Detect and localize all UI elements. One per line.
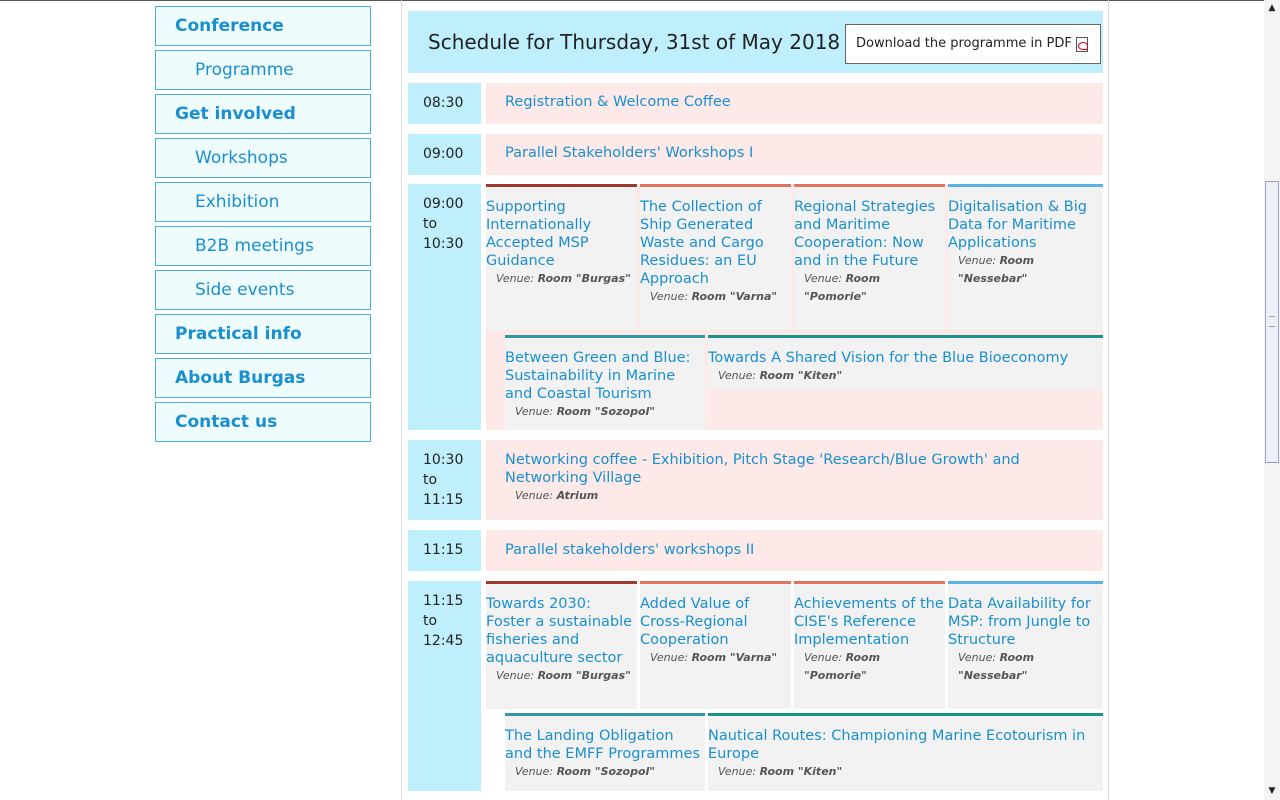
time-slot <box>408 83 481 124</box>
sidebar-item-contact-us[interactable]: Contact us <box>155 402 371 442</box>
session-row <box>486 134 1103 175</box>
sidebar-item-get-involved[interactable]: Get involved <box>155 94 371 134</box>
workshop-card <box>708 335 1103 390</box>
workshop-card <box>505 335 705 430</box>
venue-name: Room "Pomorie" <box>804 272 881 303</box>
workshop-card <box>794 184 945 330</box>
arrow-down-icon[interactable]: ▼ <box>1264 783 1280 800</box>
venue-prefix: Venue: <box>718 765 757 778</box>
sidebar-item-conference[interactable]: Conference <box>155 6 371 46</box>
session-link[interactable]: Parallel stakeholders' workshops II <box>505 542 755 558</box>
workshop-card <box>486 184 637 330</box>
workshop-link[interactable]: Digitalisation & Big Data for Maritime Applications <box>948 199 1087 251</box>
time-slot <box>408 581 481 791</box>
sidebar-item-exhibition[interactable]: Exhibition <box>155 182 371 222</box>
vertical-scrollbar[interactable] <box>1264 0 1280 800</box>
workshop-card <box>486 581 637 709</box>
schedule-title: Schedule for Thursday, 31st of May 2018 <box>428 30 841 54</box>
schedule-header <box>408 11 1103 73</box>
time-label: 08:30 <box>423 95 464 111</box>
venue-prefix: Venue: <box>804 272 843 285</box>
time-start: 09:00 <box>423 196 464 212</box>
workshop-link[interactable]: Towards A Shared Vision for the Blue Bioeconomy <box>708 350 1069 366</box>
workshop-link[interactable]: Regional Strategies and Maritime Cooperation: Now and in the Future <box>794 199 936 269</box>
workshop-link[interactable]: Nautical Routes: Championing Marine Ecotourism in Europe <box>708 728 1086 762</box>
session-link[interactable]: Parallel Stakeholders' Workshops I <box>505 145 754 161</box>
workshop-link[interactable]: The Collection of Ship Generated Waste and Cargo Residues: an EU Approach <box>640 199 764 287</box>
time-end: 12:45 <box>423 633 464 649</box>
workshop-card <box>708 713 1103 791</box>
session-row <box>486 440 1103 520</box>
download-pdf-label: Download the programme in PDF <box>856 36 1072 51</box>
venue-prefix: Venue: <box>515 489 554 502</box>
workshop-link[interactable]: Data Availability for MSP: from Jungle to Structure <box>948 596 1091 648</box>
venue-info <box>505 487 1091 505</box>
workshop-card <box>948 581 1103 709</box>
sidebar-item-programme[interactable]: Programme <box>155 50 371 90</box>
time-to: to <box>423 472 438 488</box>
time-slot <box>408 530 481 571</box>
session-row <box>486 83 1103 124</box>
workshop-card <box>794 581 945 709</box>
time-start: 11:15 <box>423 593 464 609</box>
venue-name: Room "Pomorie" <box>804 651 881 682</box>
venue-info <box>505 403 705 421</box>
session-row <box>486 530 1103 571</box>
sidebar-nav <box>155 6 371 446</box>
workshop-link[interactable]: Towards 2030: Foster a sustainable fisheries and aquaculture sector <box>486 596 633 666</box>
venue-info <box>505 763 705 781</box>
scrollbar-thumb[interactable] <box>1265 181 1279 463</box>
venue-prefix: Venue: <box>496 272 535 285</box>
sidebar-item-practical-info[interactable]: Practical info <box>155 314 371 354</box>
venue-name: Room "Sozopol" <box>556 765 656 778</box>
venue-info <box>708 763 1103 781</box>
venue-prefix: Venue: <box>958 651 997 664</box>
venue-info <box>794 270 945 306</box>
venue-name: Room "Burgas" <box>537 669 631 682</box>
time-end: 11:15 <box>423 492 464 508</box>
session-link[interactable]: Registration & Welcome Coffee <box>505 94 731 110</box>
venue-name: Room "Nessebar" <box>958 254 1035 285</box>
time-to: to <box>423 216 438 232</box>
time-slot <box>408 184 481 430</box>
venue-name: Room "Burgas" <box>537 272 631 285</box>
venue-name: Room "Sozopol" <box>556 405 656 418</box>
venue-info <box>486 270 637 288</box>
time-slot <box>408 134 481 175</box>
venue-prefix: Venue: <box>650 290 689 303</box>
time-label: 09:00 <box>423 146 464 162</box>
venue-info <box>708 367 1103 385</box>
sidebar-item-about-burgas[interactable]: About Burgas <box>155 358 371 398</box>
scrollbar-grip <box>1269 316 1275 327</box>
venue-name: Room "Nessebar" <box>958 651 1035 682</box>
venue-name: Room "Varna" <box>691 290 778 303</box>
time-to: to <box>423 613 438 629</box>
workshop-card <box>505 713 705 791</box>
venue-info <box>948 649 1103 685</box>
workshop-link[interactable]: Supporting Internationally Accepted MSP Guidance <box>486 199 592 269</box>
workshop-card <box>948 184 1103 330</box>
session-link[interactable]: Networking coffee - Exhibition, Pitch Stage 'Research/Blue Growth' and Networking Village <box>505 452 1020 486</box>
workshop-card <box>640 581 791 709</box>
venue-prefix: Venue: <box>515 765 554 778</box>
pdf-icon <box>1076 37 1088 52</box>
venue-prefix: Venue: <box>496 669 535 682</box>
workshop-link[interactable]: The Landing Obligation and the EMFF Programmes <box>505 728 701 762</box>
workshop-link[interactable]: Added Value of Cross-Regional Cooperation <box>640 596 750 648</box>
venue-name: Room "Varna" <box>691 651 778 664</box>
venue-prefix: Venue: <box>804 651 843 664</box>
workshop-link[interactable]: Achievements of the CISE's Reference Implementation <box>794 596 944 648</box>
arrow-up-icon[interactable]: ▲ <box>1264 0 1280 17</box>
venue-info <box>640 288 791 306</box>
venue-prefix: Venue: <box>515 405 554 418</box>
venue-info <box>486 667 637 685</box>
venue-name: Room "Kiten" <box>759 369 843 382</box>
venue-prefix: Venue: <box>650 651 689 664</box>
venue-prefix: Venue: <box>958 254 997 267</box>
venue-info <box>948 252 1103 288</box>
venue-info <box>794 649 945 685</box>
sidebar-item-b2b-meetings[interactable]: B2B meetings <box>155 226 371 266</box>
schedule-main <box>401 0 1109 800</box>
venue-name: Atrium <box>556 489 599 502</box>
workshop-card <box>640 184 791 330</box>
time-slot <box>408 440 481 520</box>
venue-name: Room "Kiten" <box>759 765 843 778</box>
sidebar-item-workshops[interactable]: Workshops <box>155 138 371 178</box>
time-label: 11:15 <box>423 542 464 558</box>
time-start: 10:30 <box>423 452 464 468</box>
venue-prefix: Venue: <box>718 369 757 382</box>
venue-info <box>640 649 791 667</box>
time-end: 10:30 <box>423 236 464 252</box>
download-pdf-button[interactable] <box>845 24 1101 64</box>
workshop-link[interactable]: Between Green and Blue: Sustainability in Marine and Coastal Tourism <box>505 350 691 402</box>
sidebar-item-side-events[interactable]: Side events <box>155 270 371 310</box>
